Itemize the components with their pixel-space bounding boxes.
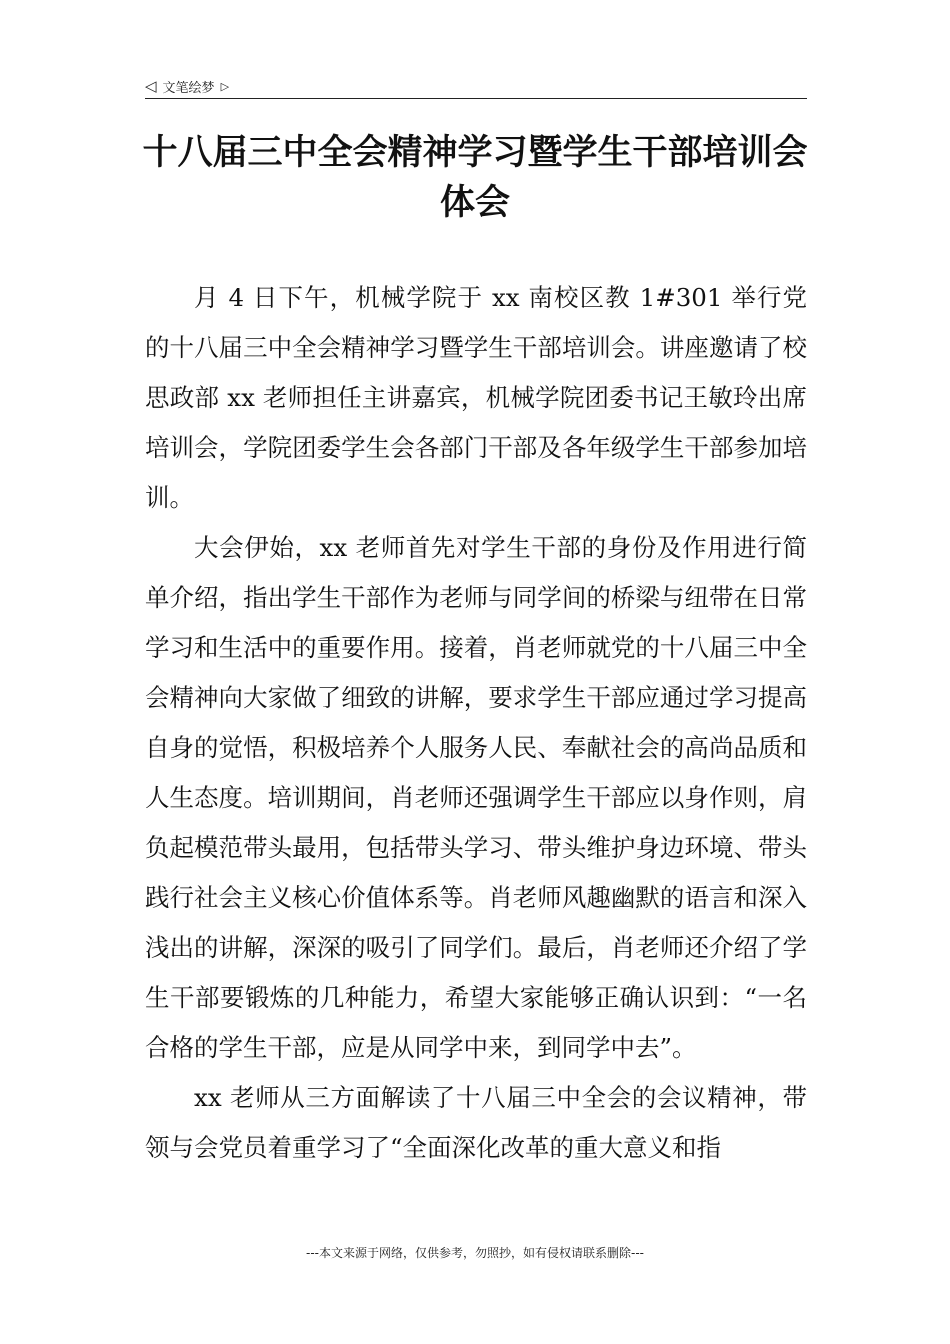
- document-body: [145, 273, 807, 1173]
- page-footer: ---本文来源于网络，仅供参考，勿照抄，如有侵权请联系删除---: [306, 1246, 644, 1260]
- triangle-right-icon: ▷: [220, 79, 230, 93]
- document-title: 十八届三中全会精神学习暨学生干部培训会体会: [142, 133, 808, 223]
- header-label: 文笔绘梦: [162, 80, 215, 96]
- paragraph-3: xx 老师从三方面解读了十八届三中全会的会议精神，带领与会党员着重学习了“全面深化改革的重大意义和指: [145, 1083, 807, 1162]
- paragraph-2: 大会伊始，xx 老师首先对学生干部的身份及作用进行简单介绍，指出学生干部作为老师与同学间的桥梁与纽带在日常学习和生活中的重要作用。接着，肖老师就党的十八届三中全会精神向大家做了细致的讲解，要求学生干部应通过学习提高自身的觉悟，积极培养个人服务人民、奉献社会的高尚品质和人生态度。培训期间，肖老师还强调学生干部应以身作则，肩负起模范带头最用，包括带头学习、带头维护身边环境、带头践行社会主义核心价值体系等。肖老师风趣幽默的语言和深入浅出的讲解，深深的吸引了同学们。最后，肖老师还介绍了学生干部要锻炼的几种能力，希望大家能够正确认识到：“一名合格的学生干部，应是从同学中来，到同学中去”。: [145, 533, 807, 1062]
- triangle-left-icon: ◁: [145, 76, 157, 95]
- page-header: [145, 74, 807, 99]
- paragraph-1: 月 4 日下午，机械学院于 xx 南校区教 1#301 举行党的十八届三中全会精神学习暨学生干部培训会。讲座邀请了校思政部 xx 老师担任主讲嘉宾，机械学院团委书记王敏玲出席培训会，学院团委学生会各部门干部及各年级学生干部参加培训。: [145, 283, 807, 512]
